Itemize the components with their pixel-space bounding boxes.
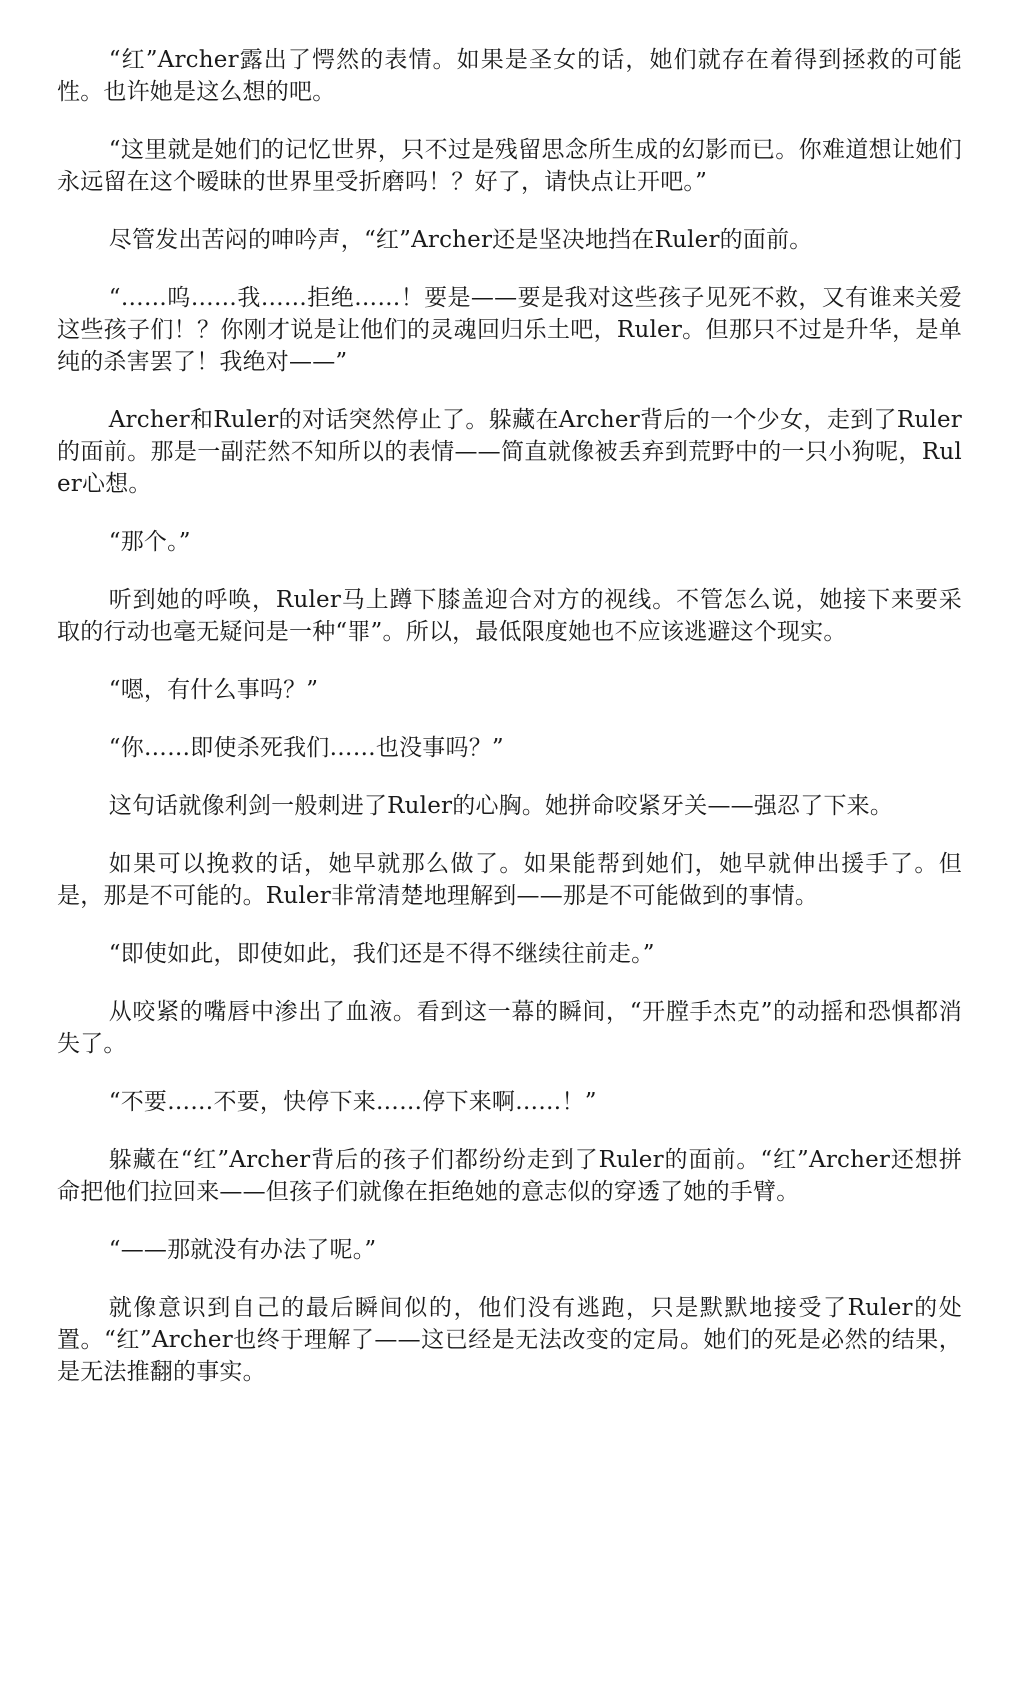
paragraph-5: Archer和Ruler的对话突然停止了。躲藏在Archer背后的一个少女，走到了Ruler的面前。那是一副茫然不知所以的表情——简直就像被丢弃到荒野中的一只小狗呢，Ruler心想。	[57, 407, 962, 497]
paragraph-8: “嗯，有什么事吗？”	[108, 677, 319, 703]
paragraph-17: 就像意识到自己的最后瞬间似的，他们没有逃跑，只是默默地接受了Ruler的处置。“红”Archer也终于理解了——这已经是无法改变的定局。她们的死是必然的结果，是无法推翻的事实。	[57, 1295, 962, 1385]
paragraph-2: “这里就是她们的记忆世界，只不过是残留思念所生成的幻影而已。你难道想让她们永远留在这个暧昧的世界里受折磨吗！？好了，请快点让开吧。”	[57, 137, 962, 195]
paragraph-15: 躲藏在“红”Archer背后的孩子们都纷纷走到了Ruler的面前。“红”Archer还想拼命把他们拉回来——但孩子们就像在拒绝她的意志似的穿透了她的手臂。	[57, 1147, 962, 1205]
paragraph-12: “即使如此，即使如此，我们还是不得不继续往前走。”	[108, 941, 655, 967]
paragraph-14: “不要……不要，快停下来……停下来啊……！”	[108, 1089, 597, 1115]
paragraph-6: “那个。”	[108, 529, 191, 555]
paragraph-9: “你……即使杀死我们……也没事吗？”	[108, 735, 504, 761]
paragraph-11: 如果可以挽救的话，她早就那么做了。如果能帮到她们，她早就伸出援手了。但是，那是不可能的。Ruler非常清楚地理解到——那是不可能做到的事情。	[57, 851, 962, 909]
paragraph-16: “——那就没有办法了呢。”	[108, 1237, 377, 1263]
paragraph-4: “……呜……我……拒绝……！要是——要是我对这些孩子见死不救，又有谁来关爱这些孩子们！？你刚才说是让他们的灵魂回归乐土吧，Ruler。但那只不过是升华，是单纯的杀害罢了！我绝对——”	[57, 285, 962, 375]
paragraph-7: 听到她的呼唤，Ruler马上蹲下膝盖迎合对方的视线。不管怎么说，她接下来要采取的行动也毫无疑问是一种“罪”。所以，最低限度她也不应该逃避这个现实。	[57, 587, 962, 645]
paragraph-1: “红”Archer露出了愕然的表情。如果是圣女的话，她们就存在着得到拯救的可能性。也许她是这么想的吧。	[57, 47, 962, 105]
paragraph-3: 尽管发出苦闷的呻吟声，“红”Archer还是坚决地挡在Ruler的面前。	[108, 227, 813, 253]
paragraph-10: 这句话就像利剑一般刺进了Ruler的心胸。她拼命咬紧牙关——强忍了下来。	[108, 793, 894, 819]
paragraph-13: 从咬紧的嘴唇中渗出了血液。看到这一幕的瞬间，“开膛手杰克”的动摇和恐惧都消失了。	[57, 999, 962, 1057]
document-page	[57, 44, 962, 1414]
